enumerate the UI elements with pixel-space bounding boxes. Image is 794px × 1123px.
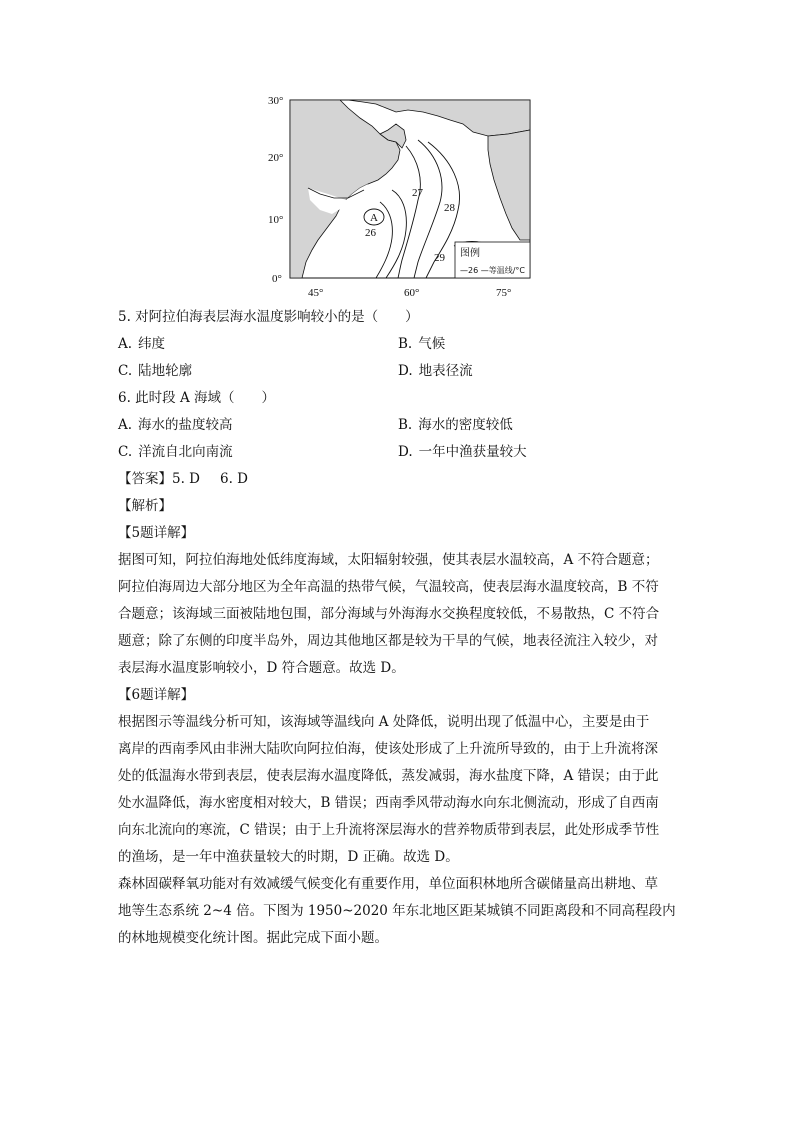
option-text: 一年中渔获量较大 — [418, 444, 527, 460]
option-text: 洋流自北向南流 — [138, 444, 233, 460]
lon-label-45: 45° — [308, 287, 324, 299]
detail6-line-6: 的渔场，是一年中渔获量较大的时期，D 正确。故选 D。 — [118, 849, 459, 865]
option-text: 地表径流 — [418, 363, 473, 379]
intro-line-1: 森林固碳释氧功能对有效减缓气候变化有重要作用，单位面积林地所含碳储量高出耕地、草 — [118, 876, 658, 892]
detail5-line-1: 据图可知，阿拉伯海地处低纬度海域，太阳辐射较强，使其表层水温较高，A 不符合题意； — [118, 552, 659, 568]
isotherm-map — [268, 90, 538, 300]
detail5-line-2: 阿拉伯海周边大部分地区为全年高温的热带气候，气温较高，使表层海水温度较高，B 不符 — [118, 579, 659, 595]
detail6-line-1: 根据图示等温线分析可知，该海域等温线向 A 处降低，说明出现了低温中心，主要是由于 — [118, 714, 650, 730]
option-letter: C. — [118, 363, 133, 379]
lat-label-0: 0° — [272, 273, 282, 285]
q5-options-row-2 — [118, 358, 678, 385]
detail6-label: 【6题详解】 — [118, 687, 195, 703]
detail5-line-3: 合题意；该海域三面被陆地包围，部分海域与外海海水交换程度较低，不易散热，C 不符合 — [118, 606, 660, 622]
option-text: 气候 — [418, 336, 446, 352]
option-letter: A. — [118, 336, 133, 352]
map-svg — [268, 90, 538, 300]
answer-q6: 6. D — [220, 471, 248, 487]
isotherm-label-29: 29 — [434, 252, 445, 264]
detail5-label: 【5题详解】 — [118, 525, 195, 541]
lon-label-75: 75° — [496, 287, 512, 299]
isotherm-label-27: 27 — [412, 187, 423, 199]
analysis-label: 【解析】 — [118, 498, 172, 514]
q5-option-c[interactable] — [118, 358, 398, 385]
option-text: 陆地轮廓 — [138, 363, 193, 379]
legend-title: 图例 — [460, 248, 480, 259]
detail6-line-4: 处水温降低，海水密度相对较大，B 错误；西南季风带动海水向东北侧流动，形成了自西南 — [118, 795, 659, 811]
lat-label-30: 30° — [268, 95, 284, 107]
detail6-line-2: 离岸的西南季风由非洲大陆吹向阿拉伯海，使该处形成了上升流所导致的，由于上升流将深 — [118, 741, 658, 757]
isotherm-label-26: 26 — [365, 227, 376, 239]
option-text: 海水的盐度较高 — [138, 417, 233, 433]
option-letter: D. — [398, 444, 413, 460]
q6-option-d[interactable] — [398, 439, 678, 466]
q6-options-row-1 — [118, 412, 678, 439]
lat-label-20: 20° — [268, 152, 284, 164]
option-letter: B. — [398, 417, 413, 433]
intro-line-2: 地等生态系统 2~4 倍。下图为 1950~2020 年东北地区距某城镇不同距离段和不同高程段内 — [118, 903, 676, 919]
option-letter: A. — [118, 417, 133, 433]
q6-stem: 6. 此时段 A 海域（ ） — [118, 390, 276, 406]
detail5-line-4: 题意；除了东侧的印度半岛外，周边其他地区都是较为干旱的气候，地表径流注入较少，对 — [118, 633, 658, 649]
q6-option-a[interactable] — [118, 412, 398, 439]
answer-line — [118, 466, 678, 493]
q6-option-c[interactable] — [118, 439, 398, 466]
detail6-line-5: 向东北流向的寒流，C 错误；由于上升流将深层海水的营养物质带到表层，此处形成季节性 — [118, 822, 660, 838]
point-a-label: A — [370, 212, 378, 224]
question-content — [118, 304, 678, 952]
q5-option-a[interactable] — [118, 331, 398, 358]
q5-option-d[interactable] — [398, 358, 678, 385]
q5-stem: 5. 对阿拉伯海表层海水温度影响较小的是（ ） — [118, 309, 419, 325]
lon-label-60: 60° — [404, 287, 420, 299]
option-letter: B. — [398, 336, 413, 352]
q6-options-row-2 — [118, 439, 678, 466]
answer-label: 【答案】 — [118, 471, 172, 487]
legend-item: —26 —等温线/°C — [460, 266, 526, 275]
detail6-line-3: 处的低温海水带到表层，使表层海水温度降低，蒸发减弱，海水盐度下降，A 错误；由于此 — [118, 768, 659, 784]
lat-label-10: 10° — [268, 214, 284, 226]
detail5-line-5: 表层海水温度影响较小，D 符合题意。故选 D。 — [118, 660, 405, 676]
q5-option-b[interactable] — [398, 331, 678, 358]
option-letter: D. — [398, 363, 413, 379]
option-text: 海水的密度较低 — [418, 417, 513, 433]
q6-option-b[interactable] — [398, 412, 678, 439]
answer-q5: 5. D — [172, 471, 200, 487]
option-letter: C. — [118, 444, 133, 460]
q5-options-row-1 — [118, 331, 678, 358]
intro-line-3: 的林地规模变化统计图。据此完成下面小题。 — [118, 930, 388, 946]
isotherm-label-28: 28 — [444, 202, 455, 214]
option-text: 纬度 — [138, 336, 166, 352]
